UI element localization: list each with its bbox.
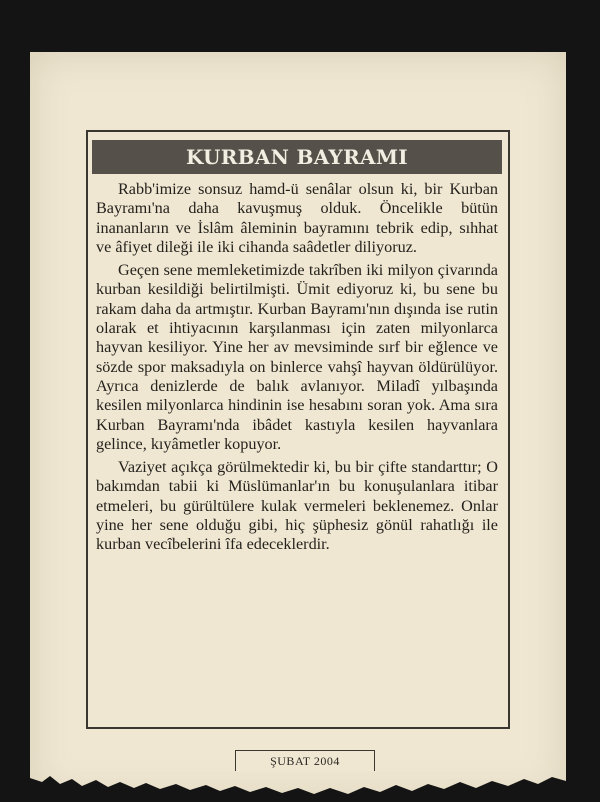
article-frame — [86, 130, 510, 729]
newspaper-clipping — [30, 52, 566, 800]
title-banner — [92, 140, 502, 174]
torn-paper-edge — [30, 742, 566, 802]
article-title: KURBAN BAYRAMI — [186, 145, 408, 169]
paragraph-1: Rabb'imize sonsuz hamd-ü senâlar olsun ki, bir Kurban Bayramı'na daha kavuşmuş olduk. Öncelikle bütün inananların ve İslâm âleminin bayramını tebrik edip, sıhhat ve âfiyet dileği ile iki cihanda saâdetler diliyoruz. — [96, 180, 498, 256]
article-body — [96, 180, 498, 559]
issue-date-label: ŞUBAT 2004 — [235, 750, 375, 771]
paragraph-3: Vaziyet açıkça görülmektedir ki, bu bir çifte standarttır; O bakımdan tabii ki Müslümanlar'ın bu konuşulanlara itibar etmeleri, bu gürültülere kulak vermeleri beklenemez. Onlar yine her sene olduğu gibi, hiç şüphesiz gönül rahatlığı ile kurban vecîbelerini îfa edeceklerdir. — [96, 458, 498, 554]
paragraph-2: Geçen sene memleketimizde takrîben iki milyon çivarında kurban kesildiği belirtilmişti. Ümit ediyoruz ki, bu sene bu rakam daha da artmıştır. Kurban Bayramı'nın dışında ise rutin olarak et ihtiyacının karşılanması için zaten milyonlarca hayvan kesiliyor. Yine her av mevsiminde sırf bir eğlence ve sözde spor maksadıyla on binlerce vahşî hayvan öldürülüyor. Ayrıca denizlerde de balık avlanıyor. Miladî yılbaşında kesilen milyonlarca hindinin ise hesabını soran yok. Ama sıra Kurban Bayramı'nda ibâdet kastıyla kesilen hayvanlara gelince, kıyâmetler kopuyor. — [96, 261, 498, 453]
